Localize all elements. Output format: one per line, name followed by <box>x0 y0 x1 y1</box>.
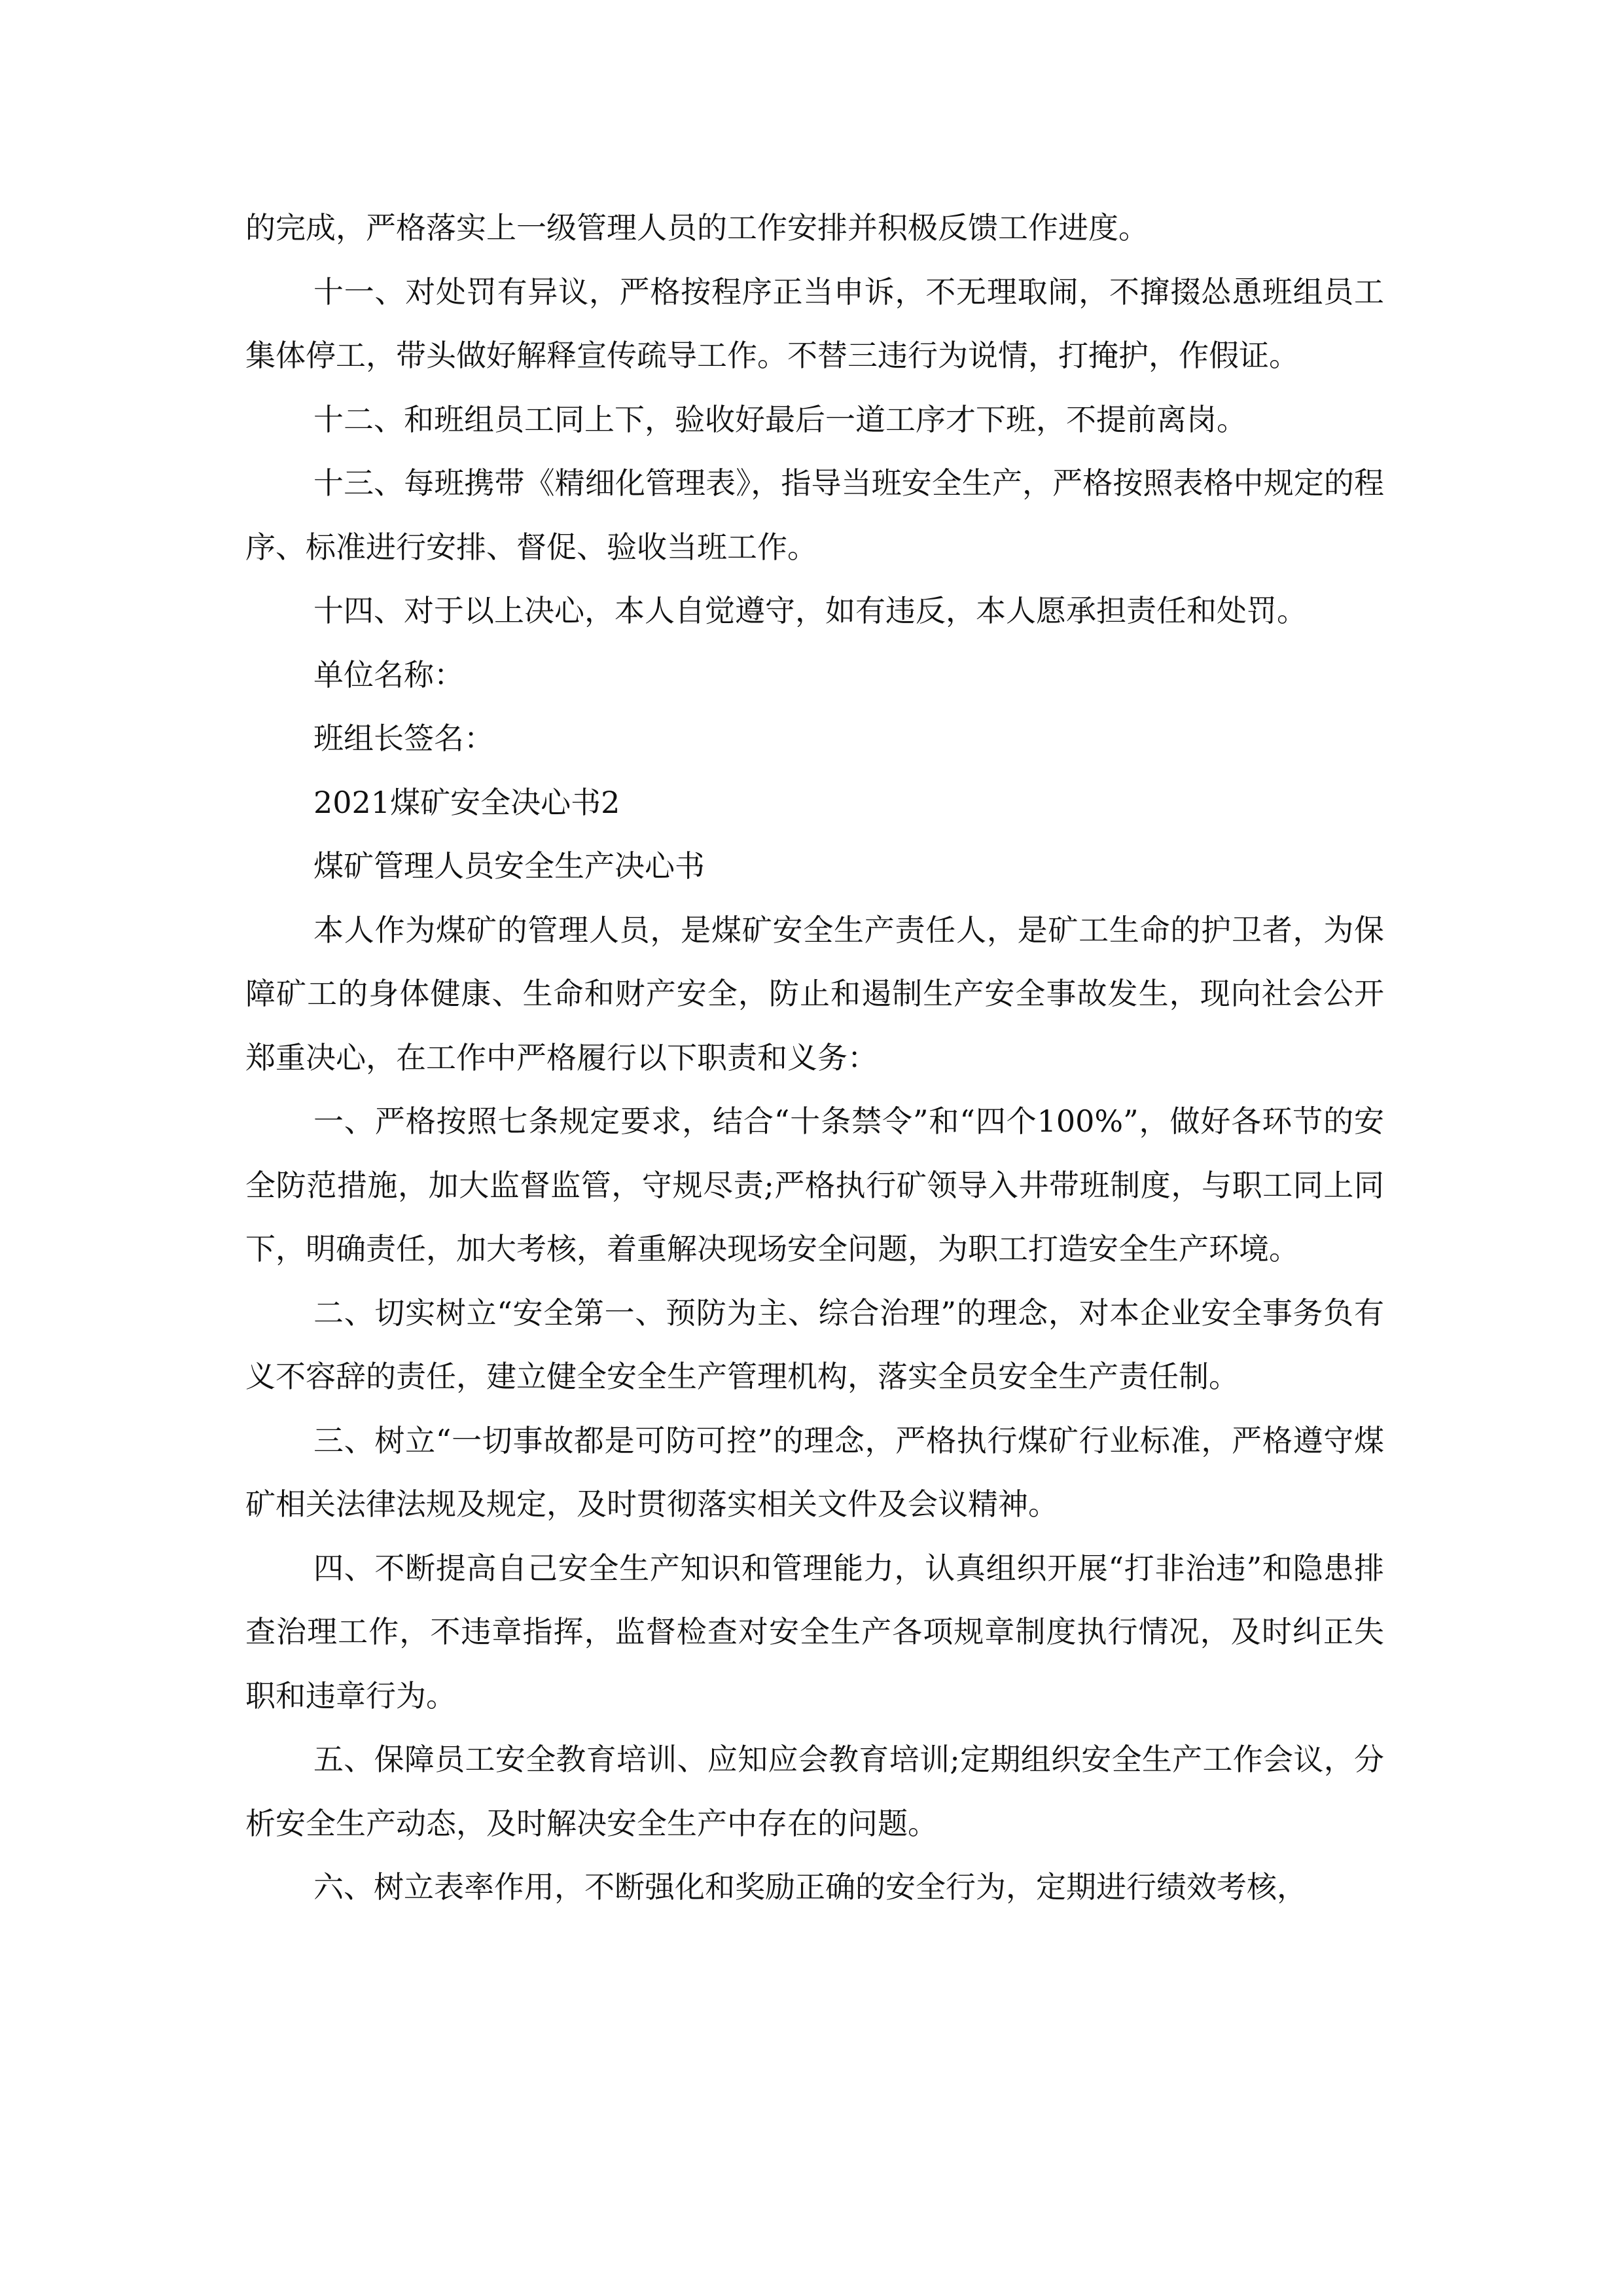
paragraph-item-11: 十一、对处罚有异议，严格按程序正当申诉，不无理取闹，不撺掇怂恿班组员工集体停工，带头做好解释宣传疏导工作。不替三违行为说情，打掩护，作假证。 <box>245 274 1384 373</box>
paragraph-continuation: 的完成，严格落实上一级管理人员的工作安排并积极反馈工作进度。 <box>245 210 1149 245</box>
paragraph-item-3: 三、树立“一切事故都是可防可控”的理念，严格执行煤矿行业标准，严格遵守煤矿相关法律法规及规定，及时贯彻落实相关文件及会议精神。 <box>245 1422 1384 1522</box>
paragraph-item-4: 四、不断提高自己安全生产知识和管理能力，认真组织开展“打非治违”和隐患排查治理工作，不违章指挥，监督检查对安全生产各项规章制度执行情况，及时纠正失职和违章行为。 <box>245 1550 1384 1713</box>
team-leader-signature-label: 班组长签名： <box>313 721 494 756</box>
paragraph-item-12: 十二、和班组员工同上下，验收好最后一道工序才下班，不提前离岗。 <box>313 401 1247 437</box>
unit-name-label: 单位名称： <box>313 656 464 692</box>
paragraph-item-1: 一、严格按照七条规定要求，结合“十条禁令”和“四个100%”，做好各环节的安全防范措施，加大监督监管，守规尽责;严格执行矿领导入井带班制度，与职工同上同下，明确责任，加大考核，着重解决现场安全问题，为职工打造安全生产环境。 <box>245 1103 1384 1266</box>
paragraph-item-14: 十四、对于以上决心，本人自觉遵守，如有违反，本人愿承担责任和处罚。 <box>313 593 1307 628</box>
document-title: 煤矿管理人员安全生产决心书 <box>313 848 705 884</box>
paragraph-item-2: 二、切实树立“安全第一、预防为主、综合治理”的理念，对本企业安全事务负有义不容辞的责任，建立健全安全生产管理机构，落实全员安全生产责任制。 <box>245 1295 1384 1394</box>
paragraph-item-6: 六、树立表率作用，不断强化和奖励正确的安全行为，定期进行绩效考核， <box>313 1869 1307 1905</box>
section-heading: 2021煤矿安全决心书2 <box>313 784 620 820</box>
paragraph-intro: 本人作为煤矿的管理人员，是煤矿安全生产责任人，是矿工生命的护卫者，为保障矿工的身体健康、生命和财产安全，防止和遏制生产安全事故发生，现向社会公开郑重决心，在工作中严格履行以下职责和义务： <box>245 912 1384 1075</box>
paragraph-item-5: 五、保障员工安全教育培训、应知应会教育培训;定期组织安全生产工作会议，分析安全生产动态，及时解决安全生产中存在的问题。 <box>245 1742 1384 1841</box>
paragraph-item-13: 十三、每班携带《精细化管理表》，指导当班安全生产，严格按照表格中规定的程序、标准进行安排、督促、验收当班工作。 <box>245 465 1384 565</box>
document-body <box>245 196 1384 1920</box>
